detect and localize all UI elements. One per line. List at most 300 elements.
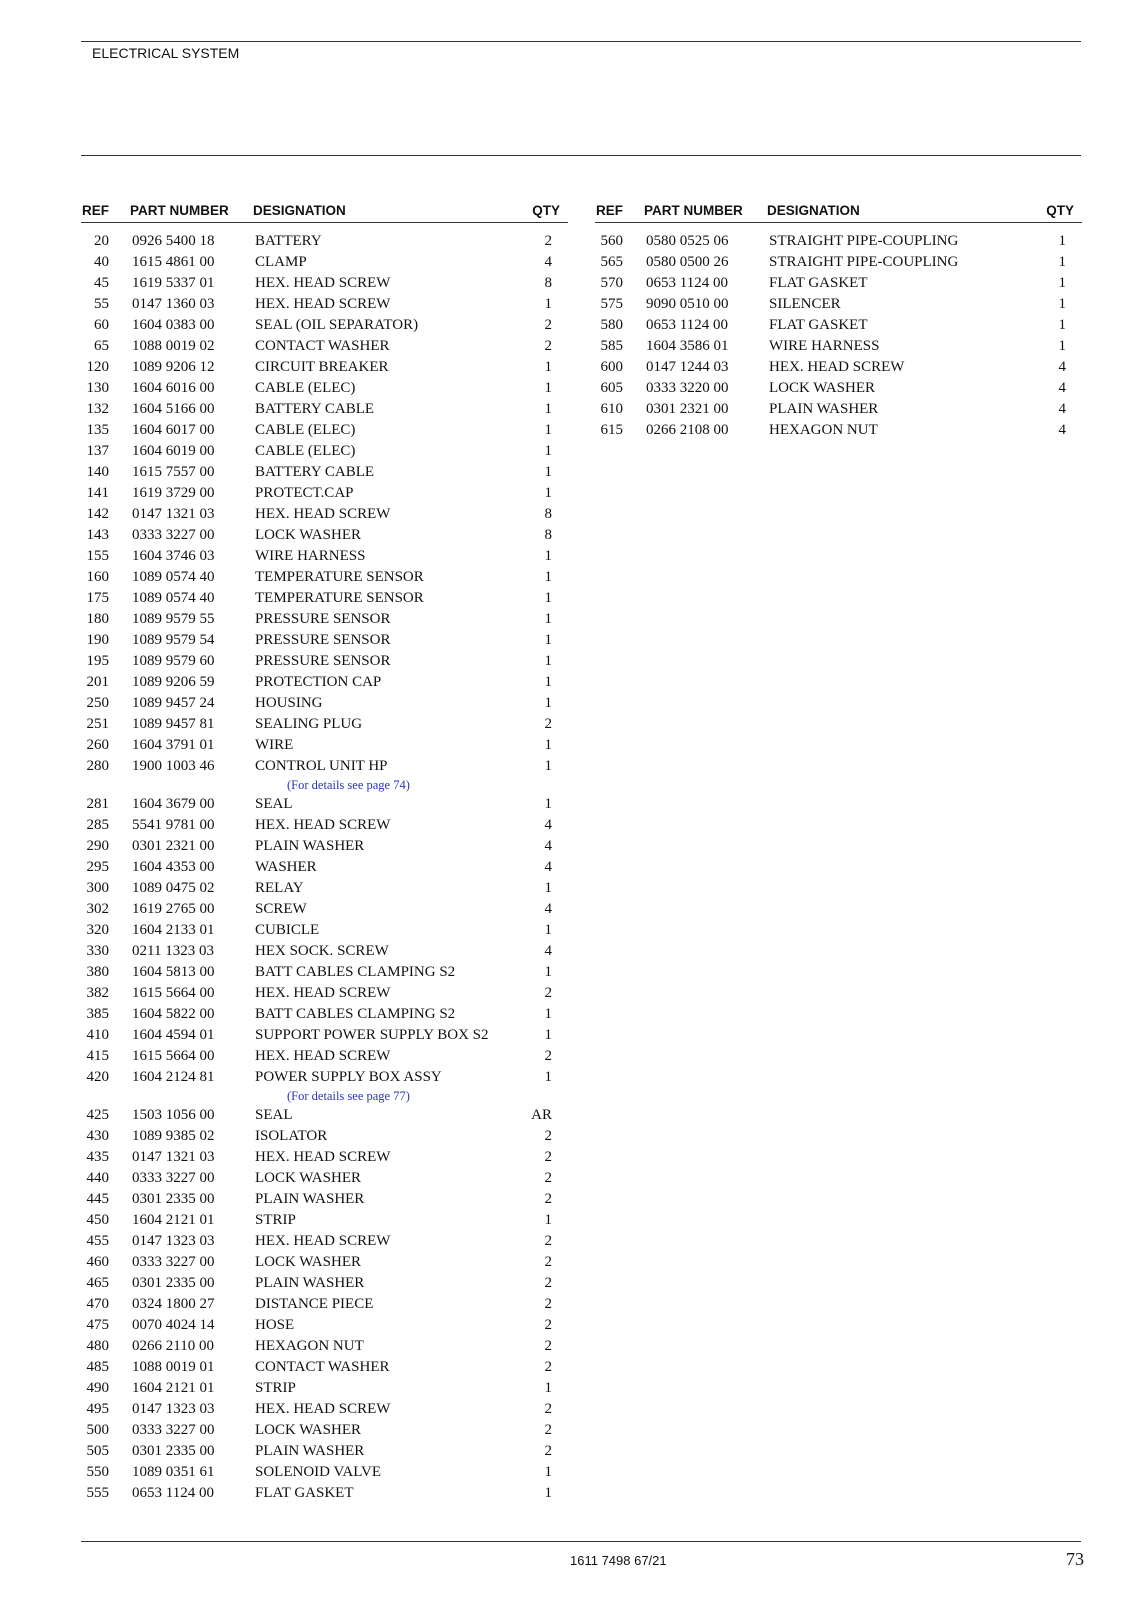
part-number-cell: 1088 0019 02 — [132, 338, 215, 354]
table-row — [81, 1252, 568, 1273]
ref-cell: 135 — [86, 422, 109, 438]
ref-cell: 455 — [86, 1233, 109, 1249]
table-row — [81, 294, 568, 315]
table-row — [81, 420, 568, 441]
table-row — [81, 714, 568, 735]
ref-cell: 190 — [86, 632, 109, 648]
qty-cell: 4 — [544, 943, 552, 959]
ref-cell: 495 — [86, 1401, 109, 1417]
column-header-designation: DESIGNATION — [767, 203, 860, 218]
designation-cell: PLAIN WASHER — [255, 1443, 365, 1459]
designation-cell: HEX. HEAD SCREW — [255, 275, 391, 291]
part-number-cell: 1604 6019 00 — [132, 443, 215, 459]
part-number-cell: 1604 3679 00 — [132, 796, 215, 812]
qty-cell: 2 — [544, 1191, 552, 1207]
table-row — [595, 399, 1082, 420]
table-row — [81, 1126, 568, 1147]
table-row — [595, 315, 1082, 336]
section-title: ELECTRICAL SYSTEM — [92, 45, 240, 61]
table-row — [81, 1294, 568, 1315]
designation-cell: WIRE HARNESS — [255, 548, 366, 564]
part-number-cell: 0301 2321 00 — [132, 838, 215, 854]
qty-cell: 4 — [544, 901, 552, 917]
part-number-cell: 1089 9457 24 — [132, 695, 215, 711]
table-row — [81, 651, 568, 672]
table-row — [81, 399, 568, 420]
designation-cell: PROTECT.CAP — [255, 485, 354, 501]
ref-cell: 302 — [86, 901, 109, 917]
table-row — [81, 1210, 568, 1231]
designation-cell: CABLE (ELEC) — [255, 422, 356, 438]
ref-cell: 175 — [86, 590, 109, 606]
qty-cell: 2 — [544, 1422, 552, 1438]
column-header-qty: QTY — [532, 203, 560, 218]
ref-cell: 470 — [86, 1296, 109, 1312]
part-number-cell: 1604 6016 00 — [132, 380, 215, 396]
designation-cell: HEXAGON NUT — [769, 422, 878, 438]
designation-cell: PROTECTION CAP — [255, 674, 382, 690]
qty-cell: 2 — [544, 1338, 552, 1354]
qty-cell: 2 — [544, 1254, 552, 1270]
part-number-cell: 1615 4861 00 — [132, 254, 215, 270]
ref-cell: 580 — [600, 317, 623, 333]
designation-cell: HEX. HEAD SCREW — [769, 359, 905, 375]
ref-cell: 280 — [86, 758, 109, 774]
part-number-cell: 0333 3227 00 — [132, 1254, 215, 1270]
designation-cell: BATT CABLES CLAMPING S2 — [255, 964, 456, 980]
table-row — [81, 1067, 568, 1088]
part-number-cell: 1089 0574 40 — [132, 590, 215, 606]
qty-cell: 2 — [544, 1149, 552, 1165]
part-number-cell: 1604 5813 00 — [132, 964, 215, 980]
part-number-cell: 1615 5664 00 — [132, 985, 215, 1001]
part-number-cell: 0147 1323 03 — [132, 1401, 215, 1417]
designation-cell: SEAL (OIL SEPARATOR) — [255, 317, 419, 333]
part-number-cell: 0580 0525 06 — [646, 233, 729, 249]
ref-cell: 160 — [86, 569, 109, 585]
table-row — [81, 441, 568, 462]
part-number-cell: 1089 9457 81 — [132, 716, 215, 732]
ref-cell: 565 — [600, 254, 623, 270]
table-row — [81, 588, 568, 609]
ref-cell: 60 — [94, 317, 109, 333]
ref-cell: 40 — [94, 254, 109, 270]
part-number-cell: 1604 6017 00 — [132, 422, 215, 438]
designation-cell: CONTACT WASHER — [255, 338, 390, 354]
designation-cell: HEXAGON NUT — [255, 1338, 364, 1354]
ref-cell: 445 — [86, 1191, 109, 1207]
designation-cell: WIRE HARNESS — [769, 338, 880, 354]
designation-cell: FLAT GASKET — [769, 317, 868, 333]
designation-cell: HEX SOCK. SCREW — [255, 943, 389, 959]
part-number-cell: 0147 1244 03 — [646, 359, 729, 375]
table-row — [81, 1357, 568, 1378]
qty-cell: 2 — [544, 1401, 552, 1417]
ref-cell: 45 — [94, 275, 109, 291]
table-row — [81, 1399, 568, 1420]
qty-cell: 4 — [1058, 422, 1066, 438]
part-number-cell: 0653 1124 00 — [646, 317, 728, 333]
qty-cell: 1 — [544, 737, 552, 753]
designation-cell: BATTERY — [255, 233, 322, 249]
part-number-cell: 0580 0500 26 — [646, 254, 729, 270]
ref-cell: 290 — [86, 838, 109, 854]
table-row — [595, 273, 1082, 294]
qty-cell: 4 — [544, 817, 552, 833]
parts-table-left — [81, 200, 568, 1504]
part-number-cell: 0301 2335 00 — [132, 1191, 215, 1207]
qty-cell: 2 — [544, 1443, 552, 1459]
ref-cell: 460 — [86, 1254, 109, 1270]
table-body — [81, 231, 568, 1504]
part-number-cell: 0333 3227 00 — [132, 1170, 215, 1186]
table-row — [81, 1189, 568, 1210]
part-number-cell: 0324 1800 27 — [132, 1296, 215, 1312]
qty-cell: 1 — [544, 422, 552, 438]
part-number-cell: 1615 5664 00 — [132, 1048, 215, 1064]
designation-cell: WIRE — [255, 737, 294, 753]
qty-cell: 1 — [544, 796, 552, 812]
part-number-cell: 1089 9206 59 — [132, 674, 215, 690]
designation-cell: CUBICLE — [255, 922, 320, 938]
designation-cell: SEAL — [255, 1107, 293, 1123]
part-number-cell: 1089 9385 02 — [132, 1128, 215, 1144]
table-row — [81, 630, 568, 651]
designation-cell: TEMPERATURE SENSOR — [255, 590, 424, 606]
ref-cell: 300 — [86, 880, 109, 896]
parts-table-right — [595, 200, 1082, 441]
part-number-cell: 1900 1003 46 — [132, 758, 215, 774]
table-row — [81, 525, 568, 546]
qty-cell: 1 — [544, 1464, 552, 1480]
ref-cell: 132 — [86, 401, 109, 417]
designation-cell: BATTERY CABLE — [255, 464, 375, 480]
qty-cell: 4 — [544, 859, 552, 875]
designation-cell: PRESSURE SENSOR — [255, 611, 391, 627]
part-number-cell: 1089 9206 12 — [132, 359, 215, 375]
designation-cell: BATT CABLES CLAMPING S2 — [255, 1006, 456, 1022]
qty-cell: 2 — [544, 317, 552, 333]
qty-cell: 1 — [544, 758, 552, 774]
qty-cell: 2 — [544, 1317, 552, 1333]
part-number-cell: 1089 0351 61 — [132, 1464, 215, 1480]
part-number-cell: 1615 7557 00 — [132, 464, 215, 480]
ref-cell: 250 — [86, 695, 109, 711]
column-header-ref: REF — [596, 203, 623, 218]
column-header-part-number: PART NUMBER — [644, 203, 743, 218]
table-row — [81, 672, 568, 693]
qty-cell: 1 — [544, 1380, 552, 1396]
table-row — [81, 1046, 568, 1067]
designation-cell: PLAIN WASHER — [255, 1275, 365, 1291]
qty-cell: 1 — [1058, 338, 1066, 354]
part-number-cell: 1604 3746 03 — [132, 548, 215, 564]
table-row — [81, 357, 568, 378]
designation-cell: SCREW — [255, 901, 307, 917]
ref-cell: 143 — [86, 527, 109, 543]
designation-cell: LOCK WASHER — [255, 1170, 361, 1186]
table-row — [81, 962, 568, 983]
ref-cell: 142 — [86, 506, 109, 522]
ref-cell: 500 — [86, 1422, 109, 1438]
part-number-cell: 1604 3586 01 — [646, 338, 729, 354]
qty-cell: 2 — [544, 338, 552, 354]
table-row — [81, 794, 568, 815]
part-number-cell: 0301 2335 00 — [132, 1275, 215, 1291]
table-row — [81, 899, 568, 920]
qty-cell: 8 — [544, 275, 552, 291]
qty-cell: 2 — [544, 1170, 552, 1186]
ref-cell: 490 — [86, 1380, 109, 1396]
table-row — [81, 756, 568, 777]
part-number-cell: 1604 5822 00 — [132, 1006, 215, 1022]
table-row — [81, 920, 568, 941]
ref-cell: 575 — [600, 296, 623, 312]
ref-cell: 410 — [86, 1027, 109, 1043]
ref-cell: 120 — [86, 359, 109, 375]
qty-cell: 1 — [544, 1006, 552, 1022]
qty-cell: 1 — [544, 611, 552, 627]
ref-cell: 320 — [86, 922, 109, 938]
ref-cell: 20 — [94, 233, 109, 249]
qty-cell: 1 — [544, 964, 552, 980]
table-row — [81, 836, 568, 857]
designation-cell: HOUSING — [255, 695, 323, 711]
designation-cell: CIRCUIT BREAKER — [255, 359, 389, 375]
qty-cell: AR — [531, 1107, 552, 1123]
qty-cell: 2 — [544, 1359, 552, 1375]
column-header-part-number: PART NUMBER — [130, 203, 229, 218]
part-number-cell: 1089 9579 60 — [132, 653, 215, 669]
designation-cell: BATTERY CABLE — [255, 401, 375, 417]
ref-cell: 281 — [86, 796, 109, 812]
qty-cell: 1 — [544, 380, 552, 396]
qty-cell: 1 — [544, 590, 552, 606]
designation-cell: SILENCER — [769, 296, 841, 312]
qty-cell: 8 — [544, 527, 552, 543]
qty-cell: 4 — [1058, 359, 1066, 375]
table-row — [595, 252, 1082, 273]
designation-cell: PLAIN WASHER — [255, 1191, 365, 1207]
part-number-cell: 1604 3791 01 — [132, 737, 215, 753]
part-number-cell: 0211 1323 03 — [132, 943, 214, 959]
details-note: (For details see page 77) — [287, 1089, 410, 1103]
ref-cell: 55 — [94, 296, 109, 312]
header-rule — [81, 155, 1081, 156]
ref-cell: 425 — [86, 1107, 109, 1123]
ref-cell: 475 — [86, 1317, 109, 1333]
table-row — [81, 1105, 568, 1126]
ref-cell: 65 — [94, 338, 109, 354]
part-number-cell: 5541 9781 00 — [132, 817, 215, 833]
table-row — [81, 1168, 568, 1189]
part-number-cell: 0333 3220 00 — [646, 380, 729, 396]
part-number-cell: 1089 0475 02 — [132, 880, 215, 896]
ref-cell: 137 — [86, 443, 109, 459]
ref-cell: 480 — [86, 1338, 109, 1354]
part-number-cell: 0653 1124 00 — [132, 1485, 214, 1501]
part-number-cell: 1604 2124 81 — [132, 1069, 215, 1085]
ref-cell: 285 — [86, 817, 109, 833]
ref-cell: 380 — [86, 964, 109, 980]
footer-rule — [81, 1541, 1081, 1542]
ref-cell: 430 — [86, 1128, 109, 1144]
part-number-cell: 0926 5400 18 — [132, 233, 215, 249]
column-header-ref: REF — [82, 203, 109, 218]
designation-cell: HEX. HEAD SCREW — [255, 1401, 391, 1417]
qty-cell: 1 — [544, 1027, 552, 1043]
qty-cell: 1 — [544, 296, 552, 312]
designation-cell: SEALING PLUG — [255, 716, 363, 732]
table-row — [595, 378, 1082, 399]
part-number-cell: 1619 5337 01 — [132, 275, 215, 291]
designation-cell: LOCK WASHER — [255, 527, 361, 543]
ref-cell: 615 — [600, 422, 623, 438]
table-row — [81, 315, 568, 336]
table-row — [81, 941, 568, 962]
ref-cell: 201 — [86, 674, 109, 690]
ref-cell: 385 — [86, 1006, 109, 1022]
ref-cell: 585 — [600, 338, 623, 354]
qty-cell: 1 — [544, 569, 552, 585]
table-row — [595, 231, 1082, 252]
qty-cell: 1 — [1058, 275, 1066, 291]
designation-cell: SUPPORT POWER SUPPLY BOX S2 — [255, 1027, 489, 1043]
designation-cell: STRIP — [255, 1380, 296, 1396]
designation-cell: STRAIGHT PIPE-COUPLING — [769, 233, 959, 249]
qty-cell: 1 — [1058, 296, 1066, 312]
designation-cell: CONTROL UNIT HP — [255, 758, 388, 774]
designation-cell: HEX. HEAD SCREW — [255, 1233, 391, 1249]
ref-cell: 420 — [86, 1069, 109, 1085]
qty-cell: 4 — [1058, 401, 1066, 417]
designation-cell: PRESSURE SENSOR — [255, 653, 391, 669]
part-number-cell: 1089 0574 40 — [132, 569, 215, 585]
table-row — [595, 294, 1082, 315]
designation-cell: WASHER — [255, 859, 317, 875]
ref-cell: 382 — [86, 985, 109, 1001]
part-number-cell: 0653 1124 00 — [646, 275, 728, 291]
designation-cell: FLAT GASKET — [769, 275, 868, 291]
table-row — [81, 1315, 568, 1336]
document-number: 1611 7498 67/21 — [570, 1553, 667, 1568]
part-number-cell: 0333 3227 00 — [132, 527, 215, 543]
page-number: 73 — [1066, 1549, 1084, 1569]
qty-cell: 8 — [544, 506, 552, 522]
designation-cell: CABLE (ELEC) — [255, 380, 356, 396]
qty-cell: 2 — [544, 1275, 552, 1291]
qty-cell: 1 — [544, 485, 552, 501]
ref-cell: 330 — [86, 943, 109, 959]
part-number-cell: 1089 9579 54 — [132, 632, 215, 648]
table-row — [595, 420, 1082, 441]
table-row — [595, 357, 1082, 378]
part-number-cell: 0147 1323 03 — [132, 1233, 215, 1249]
qty-cell: 2 — [544, 1048, 552, 1064]
designation-cell: PRESSURE SENSOR — [255, 632, 391, 648]
qty-cell: 1 — [544, 922, 552, 938]
ref-cell: 435 — [86, 1149, 109, 1165]
qty-cell: 1 — [1058, 254, 1066, 270]
ref-cell: 560 — [600, 233, 623, 249]
table-row — [81, 1462, 568, 1483]
designation-cell: PLAIN WASHER — [255, 838, 365, 854]
table-body — [595, 231, 1082, 441]
part-number-cell: 1503 1056 00 — [132, 1107, 215, 1123]
table-row — [81, 1336, 568, 1357]
table-row — [81, 1378, 568, 1399]
table-row — [81, 336, 568, 357]
qty-cell: 2 — [544, 1128, 552, 1144]
table-row — [81, 609, 568, 630]
part-number-cell: 9090 0510 00 — [646, 296, 729, 312]
table-row — [81, 378, 568, 399]
part-number-cell: 1604 2133 01 — [132, 922, 215, 938]
part-number-cell: 0266 2108 00 — [646, 422, 729, 438]
ref-cell: 415 — [86, 1048, 109, 1064]
part-number-cell: 1088 0019 01 — [132, 1359, 215, 1375]
ref-cell: 295 — [86, 859, 109, 875]
part-number-cell: 1619 3729 00 — [132, 485, 215, 501]
designation-cell: STRIP — [255, 1212, 296, 1228]
table-header — [595, 200, 1082, 223]
table-row — [595, 336, 1082, 357]
ref-cell: 450 — [86, 1212, 109, 1228]
qty-cell: 2 — [544, 716, 552, 732]
qty-cell: 4 — [544, 838, 552, 854]
table-row — [81, 1483, 568, 1504]
ref-cell: 505 — [86, 1443, 109, 1459]
qty-cell: 1 — [544, 359, 552, 375]
part-number-cell: 0333 3227 00 — [132, 1422, 215, 1438]
designation-cell: HEX. HEAD SCREW — [255, 506, 391, 522]
table-row — [81, 567, 568, 588]
qty-cell: 2 — [544, 233, 552, 249]
designation-cell: HEX. HEAD SCREW — [255, 296, 391, 312]
ref-cell: 130 — [86, 380, 109, 396]
part-number-cell: 1604 0383 00 — [132, 317, 215, 333]
qty-cell: 4 — [544, 254, 552, 270]
designation-cell: ISOLATOR — [255, 1128, 328, 1144]
designation-cell: HEX. HEAD SCREW — [255, 985, 391, 1001]
designation-cell: LOCK WASHER — [255, 1254, 361, 1270]
ref-cell: 155 — [86, 548, 109, 564]
ref-cell: 180 — [86, 611, 109, 627]
designation-cell: SEAL — [255, 796, 293, 812]
ref-cell: 555 — [86, 1485, 109, 1501]
table-row — [81, 462, 568, 483]
designation-cell: CONTACT WASHER — [255, 1359, 390, 1375]
part-number-cell: 1604 5166 00 — [132, 401, 215, 417]
designation-cell: DISTANCE PIECE — [255, 1296, 374, 1312]
qty-cell: 4 — [1058, 380, 1066, 396]
designation-cell: STRAIGHT PIPE-COUPLING — [769, 254, 959, 270]
ref-cell: 251 — [86, 716, 109, 732]
table-row — [81, 735, 568, 756]
table-row — [81, 1231, 568, 1252]
qty-cell: 1 — [544, 1485, 552, 1501]
qty-cell: 1 — [544, 464, 552, 480]
table-row — [81, 693, 568, 714]
table-row — [81, 1420, 568, 1441]
designation-cell: CABLE (ELEC) — [255, 443, 356, 459]
qty-cell: 1 — [544, 632, 552, 648]
qty-cell: 1 — [544, 1069, 552, 1085]
qty-cell: 1 — [1058, 317, 1066, 333]
part-number-cell: 1619 2765 00 — [132, 901, 215, 917]
qty-cell: 1 — [544, 653, 552, 669]
table-row — [81, 546, 568, 567]
